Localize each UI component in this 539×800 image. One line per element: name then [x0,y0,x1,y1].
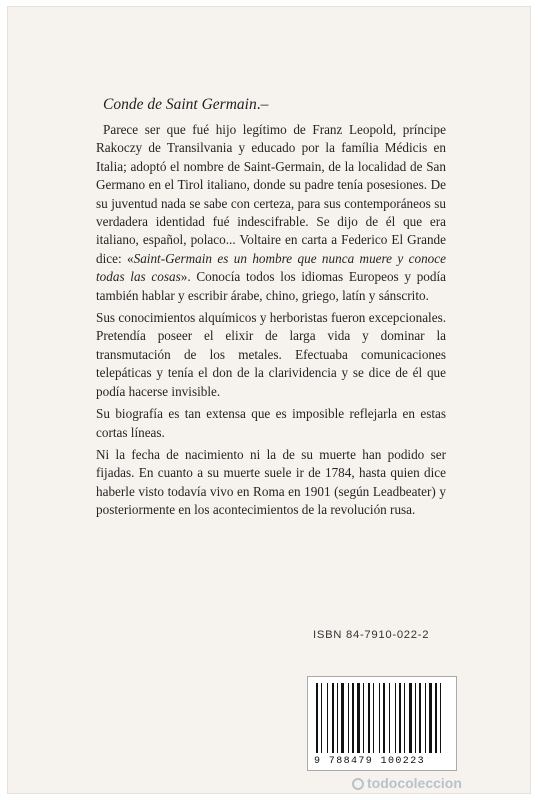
watermark [352,775,462,791]
book-title [103,96,268,114]
watermark-logo-icon [352,778,364,790]
book-title-text: Conde de Saint Germain [103,96,257,113]
paragraph-4: Ni la fecha de nacimiento ni la de su muerte han podido ser fijadas. En cuanto a su muerte suele ir de 1784, hasta quien dice haberle visto todavía vivo en Roma en 1901 (según Leadbeater) y posteriormente en los acontecimientos de la revolución rusa. [96,446,446,518]
paragraph-3: Su biografía es tan extensa que es imposible reflejarla en estas cortas líneas. [96,406,446,440]
barcode-number: 9 788479 100223 [314,756,426,767]
paragraph-1-part-b: ». Conocía todos los idiomas Europeos y podía también hablar y escribir árabe, chino, griego, latín y sánscrito. [96,269,447,303]
paragraph-2: Sus conocimientos alquímicos y herboristas fueron excepcionales. Pretendía poseer el elixir de larga vida y dominar la transmutación de los metales. Efectuaba comunicaciones telepáticas y tenía el don de la clarividencia y se dice de él que podía hacerse invisible. [96,310,446,399]
watermark-text: todocoleccion [367,775,462,791]
barcode [307,676,457,771]
book-title-suffix: .– [256,96,269,113]
biography-text [96,121,446,524]
paragraph-1 [96,121,446,305]
paragraph-1-part-a: Parece ser que fué hijo legítimo de Franz Leopold, príncipe Rakoczy de Transilvania y educado por la família Médicis en Italia; adoptó el nombre de Saint-Germain, de la localidad de San Germano en el Tirol italiano, donde su padre tenía posesiones. De su juventud nada se sabe con certeza, para sus contemporáneos su verdadera identidad fué indescifrable. Se dijo de él que era italiano, español, polaco... Voltaire en carta a Federico El Grande dice: « [96,122,446,266]
voltaire-quote: Saint-Germain es un hombre que nunca muere y conoce todas las cosas [96,250,446,285]
isbn-label: ISBN 84-7910-022-2 [313,629,430,641]
barcode-bars [316,683,450,753]
